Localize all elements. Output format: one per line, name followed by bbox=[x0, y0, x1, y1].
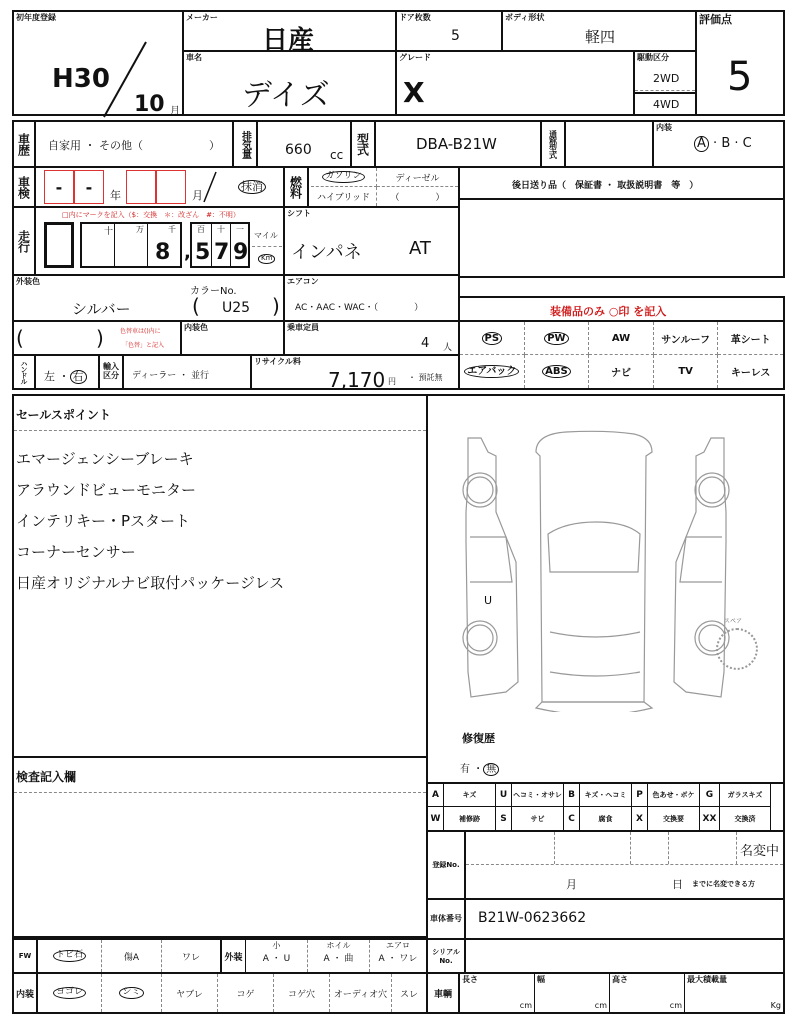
car-name-box bbox=[182, 50, 397, 116]
recycle-box: リサイクル料 7,170 円 ・ 預託無 bbox=[250, 356, 458, 388]
height-field[interactable]: 高さ cm bbox=[610, 974, 685, 1012]
mileage-unit-km: Km bbox=[258, 254, 275, 264]
legend-desc: ガラスキズ bbox=[720, 784, 771, 807]
capacity-unit: 人 bbox=[443, 343, 453, 353]
interior-row bbox=[12, 972, 428, 1014]
legend-desc: ヘコミ・オサレ bbox=[512, 784, 564, 807]
sales-point-item: エマージェンシーブレーキ bbox=[16, 450, 194, 468]
equipment-item[interactable]: PW bbox=[525, 322, 590, 355]
interior-color-box bbox=[180, 320, 285, 356]
inspection-notes-label: 検査記入欄 bbox=[16, 770, 77, 784]
drive-2wd: 2WD bbox=[653, 72, 680, 85]
maker-box bbox=[182, 10, 397, 56]
legend-code: P bbox=[632, 784, 648, 807]
legend-desc: サビ bbox=[512, 807, 564, 830]
capacity-box bbox=[283, 320, 460, 356]
doors-value: 5 bbox=[451, 28, 460, 44]
legend-desc: 交換済 bbox=[720, 807, 771, 830]
equipment-header: 装備品のみ ○印 を記入 bbox=[550, 305, 667, 318]
inspection-status: 抹消 bbox=[238, 180, 266, 194]
equipment-header-box bbox=[458, 296, 785, 322]
inspection-label: 車検 bbox=[14, 168, 36, 206]
svg-text:U: U bbox=[484, 594, 493, 607]
drive-4wd: 4WD bbox=[653, 98, 680, 111]
exterior-color-box: 外装色 シルバー カラーNo. ( U25 ) bbox=[12, 274, 285, 322]
displacement-label: 排気量 bbox=[232, 122, 258, 166]
shift-type: AT bbox=[409, 238, 431, 259]
legend-desc: 交換要 bbox=[648, 807, 700, 830]
later-items-area[interactable] bbox=[458, 198, 785, 278]
equipment-item[interactable]: ABS bbox=[525, 355, 590, 388]
mileage-upper-digits: 十 万 千 8 bbox=[80, 222, 182, 268]
maker-label: メーカー bbox=[186, 13, 218, 22]
fuel-other: （ ） bbox=[390, 193, 445, 203]
int-item-audio-hole: オーディオ穴 bbox=[330, 974, 392, 1012]
legend-desc: キズ・ヘコミ bbox=[580, 784, 632, 807]
score-label: 評価点 bbox=[699, 13, 732, 26]
reg-no-box bbox=[426, 830, 785, 900]
grade-label: グレード bbox=[399, 53, 431, 62]
exterior-color-label: 外装色 bbox=[16, 277, 40, 286]
equipment-item[interactable]: 革シート bbox=[718, 322, 783, 355]
capacity-value: 4 bbox=[421, 336, 430, 351]
legend-code: G bbox=[700, 784, 720, 807]
length-field[interactable]: 長さ cm bbox=[460, 974, 535, 1012]
later-items-box bbox=[458, 166, 785, 200]
fuel-label: 燃料 bbox=[285, 168, 309, 206]
equipment-item[interactable]: PS bbox=[460, 322, 525, 355]
registration-box bbox=[12, 10, 184, 116]
registration-label: 初年度登録 bbox=[16, 13, 56, 22]
int-label: 内装 bbox=[14, 974, 38, 1012]
exterior-color-value: シルバー bbox=[72, 300, 131, 318]
history-value: 自家用 ・ その他（ ） bbox=[48, 139, 220, 152]
serial-label: シリアルNo. bbox=[428, 940, 466, 972]
handle-label: ハンドル bbox=[14, 356, 36, 388]
reg-deadline: までに名変できる方 bbox=[692, 880, 755, 888]
serial-box bbox=[426, 938, 785, 974]
mileage-label: 走行 bbox=[14, 208, 36, 274]
drive-label: 駆動区分 bbox=[637, 53, 669, 62]
later-items-text: 後日送り品（ 保証書 ・ 取扱説明書 等 ） bbox=[512, 181, 699, 191]
width-field[interactable]: 幅 cm bbox=[535, 974, 610, 1012]
color-change-box: ( ) 色替車は()内に 「色替」と記入 bbox=[12, 320, 182, 356]
inspection-month-1[interactable] bbox=[126, 170, 156, 204]
mileage-digit-ten: 7 bbox=[214, 240, 230, 265]
equipment-item[interactable]: サンルーフ bbox=[654, 322, 719, 355]
fw-label: FW bbox=[14, 940, 38, 972]
drive-divider bbox=[635, 90, 695, 91]
mileage-note: □内にマークを記入（$：交換 ＊：改ざん #：不明） bbox=[62, 211, 240, 219]
legend-code: B bbox=[564, 784, 580, 807]
int-item-wear: スレ bbox=[399, 989, 418, 1000]
capacity-label: 乗車定員 bbox=[287, 323, 319, 332]
history-label: 車歴 bbox=[14, 122, 36, 166]
model-value: DBA-B21W bbox=[416, 135, 497, 153]
sales-point-item: アラウンドビューモニター bbox=[16, 481, 197, 499]
inspection-notes-box[interactable] bbox=[12, 756, 428, 938]
maker-value: 日産 bbox=[262, 26, 315, 56]
ext-label: 外装 bbox=[220, 940, 246, 972]
equipment-item[interactable]: エアバック bbox=[460, 355, 525, 388]
grade-box bbox=[395, 50, 635, 116]
reg-month: 月 bbox=[566, 878, 577, 891]
aircon-label: エアコン bbox=[287, 277, 319, 286]
int-item-stain: シミ bbox=[102, 974, 162, 1012]
mileage-lower-digits: 百 十 一 5 7 9 bbox=[190, 222, 250, 268]
recycle-deposit: ・ 預託無 bbox=[408, 373, 443, 382]
mileage-digit-hundred: 5 bbox=[195, 240, 211, 265]
shift-position: インパネ bbox=[291, 242, 362, 263]
legend-desc: キズ bbox=[444, 784, 496, 807]
dimensions-label: 車輌 bbox=[428, 974, 460, 1012]
import-value: ディーラー ・ 並行 bbox=[132, 371, 210, 381]
inspection-month-2[interactable] bbox=[156, 170, 186, 204]
legend-code: U bbox=[496, 784, 512, 807]
dimensions-box bbox=[426, 972, 785, 1014]
inspection-year-1[interactable]: - bbox=[44, 170, 74, 204]
int-item-dirt: ヨゴレ bbox=[38, 974, 102, 1012]
common-model-label: 通称型式 bbox=[540, 122, 566, 166]
color-no-label: カラーNo. bbox=[190, 286, 237, 297]
sales-point-item: インテリキー・Pスタート bbox=[16, 512, 191, 530]
legend-code: A bbox=[428, 784, 444, 807]
mileage-digit-thousand: 8 bbox=[155, 240, 171, 265]
registration-month: 10 bbox=[134, 92, 165, 117]
car-diagram-box bbox=[426, 394, 785, 784]
body-type-label: ボディ形状 bbox=[505, 13, 545, 22]
body-type-box bbox=[501, 10, 697, 52]
mileage-comma: , bbox=[184, 242, 191, 263]
int-item-tear: ヤブレ bbox=[162, 974, 218, 1012]
equipment-item[interactable]: AW bbox=[589, 322, 654, 355]
fuel-diesel: ディーゼル bbox=[377, 168, 458, 187]
shift-box bbox=[283, 206, 460, 276]
repair-history-value: 有 ・ 無 bbox=[460, 760, 499, 776]
mileage-mark-box[interactable] bbox=[44, 222, 74, 268]
handle-value: 左 ・ 右 bbox=[44, 368, 87, 384]
sales-points-box bbox=[12, 394, 428, 758]
spare-label: スペア bbox=[724, 618, 743, 625]
mileage-digit-one: 9 bbox=[233, 240, 249, 265]
score-value: 5 bbox=[727, 54, 753, 100]
equipment-item[interactable]: TV bbox=[654, 355, 719, 388]
recycle-label: リサイクル料 bbox=[254, 357, 301, 366]
spare-tire-icon[interactable] bbox=[716, 628, 758, 670]
aircon-box bbox=[283, 274, 460, 322]
displacement-value: 660 bbox=[285, 142, 312, 158]
sales-points-label: セールスポイント bbox=[16, 408, 111, 422]
legend-code: W bbox=[428, 807, 444, 830]
legend-code: S bbox=[496, 807, 512, 830]
inspection-year-unit: 年 bbox=[110, 189, 121, 202]
chassis-value: B21W-0623662 bbox=[478, 910, 587, 926]
int-item-burn: コゲ bbox=[218, 974, 274, 1012]
car-diagram-icon[interactable] bbox=[456, 422, 746, 712]
import-label: 輸入区分 bbox=[98, 356, 124, 388]
sales-points-list bbox=[16, 444, 284, 599]
repair-history-label: 修復歴 bbox=[462, 732, 495, 745]
equipment-item[interactable]: ナビ bbox=[589, 355, 654, 388]
name-change-label: 名変中 bbox=[740, 844, 780, 859]
reg-day: 日 bbox=[672, 878, 683, 891]
drive-box bbox=[633, 50, 697, 116]
legend-desc: 色あせ・ボケ bbox=[648, 784, 700, 807]
month-unit: 月 bbox=[170, 106, 180, 117]
inspection-year-2[interactable]: - bbox=[74, 170, 104, 204]
fw-item-scratch: 傷A bbox=[102, 940, 162, 972]
body-type-value: 軽四 bbox=[585, 28, 616, 46]
recycle-value: 7,170 bbox=[328, 368, 386, 392]
grade-value: X bbox=[403, 76, 425, 109]
legend-code: XX bbox=[700, 807, 720, 830]
registration-year: H30 bbox=[52, 64, 110, 94]
displacement-unit: cc bbox=[330, 148, 344, 162]
interior-grade-box bbox=[652, 122, 783, 166]
inspection-slash bbox=[200, 170, 220, 206]
sales-point-item: 日産オリジナルナビ取付パッケージレス bbox=[16, 574, 285, 592]
legend-desc: 腐食 bbox=[580, 807, 632, 830]
interior-grade-label: 内装 bbox=[656, 123, 672, 132]
doors-label: ドア枚数 bbox=[399, 13, 431, 22]
color-change-note1: 色替車は()内に bbox=[120, 328, 161, 335]
interior-grade-options: A · B · C bbox=[694, 136, 752, 152]
aircon-value: AC・AAC・WAC・（ ） bbox=[295, 303, 424, 313]
ext-wheel: ホイル A ・ 曲 bbox=[308, 940, 370, 972]
ext-small: 小 A ・ U bbox=[246, 940, 308, 972]
color-no-value: U25 bbox=[222, 300, 251, 316]
legend-code: X bbox=[632, 807, 648, 830]
mileage-unit-mile: マイル bbox=[254, 231, 278, 240]
interior-color-label: 内装色 bbox=[184, 323, 208, 332]
fw-item-tobiishi: トビ石 bbox=[38, 940, 102, 972]
legend-desc: 補修跡 bbox=[444, 807, 496, 830]
max-load-field[interactable]: 最大積載量 Kg bbox=[687, 975, 781, 1010]
car-name-label: 車名 bbox=[186, 53, 202, 62]
reg-no-label: 登録No. bbox=[428, 832, 466, 898]
car-name-value: デイズ bbox=[242, 78, 330, 113]
legend-code: C bbox=[564, 807, 580, 830]
shift-label: シフト bbox=[287, 209, 311, 218]
chassis-label: 車体番号 bbox=[428, 900, 466, 938]
score-box bbox=[695, 10, 785, 116]
int-item-burn-hole: コゲ穴 bbox=[274, 974, 330, 1012]
ext-aero: エアロ A ・ ワレ bbox=[378, 941, 418, 964]
doors-box bbox=[395, 10, 503, 52]
color-change-note2: 「色替」と記入 bbox=[122, 342, 165, 349]
fuel-hybrid: ハイブリッド bbox=[311, 187, 377, 206]
chassis-box bbox=[426, 898, 785, 940]
fw-row bbox=[12, 938, 428, 974]
fw-item-crack: ワレ bbox=[181, 952, 200, 963]
fuel-gasoline: ガソリン bbox=[311, 168, 377, 187]
inspection-month-unit: 月 bbox=[192, 189, 203, 202]
model-label: 型式 bbox=[350, 122, 376, 166]
sales-point-item: コーナーセンサー bbox=[16, 543, 136, 561]
equipment-item[interactable]: キーレス bbox=[730, 368, 771, 379]
